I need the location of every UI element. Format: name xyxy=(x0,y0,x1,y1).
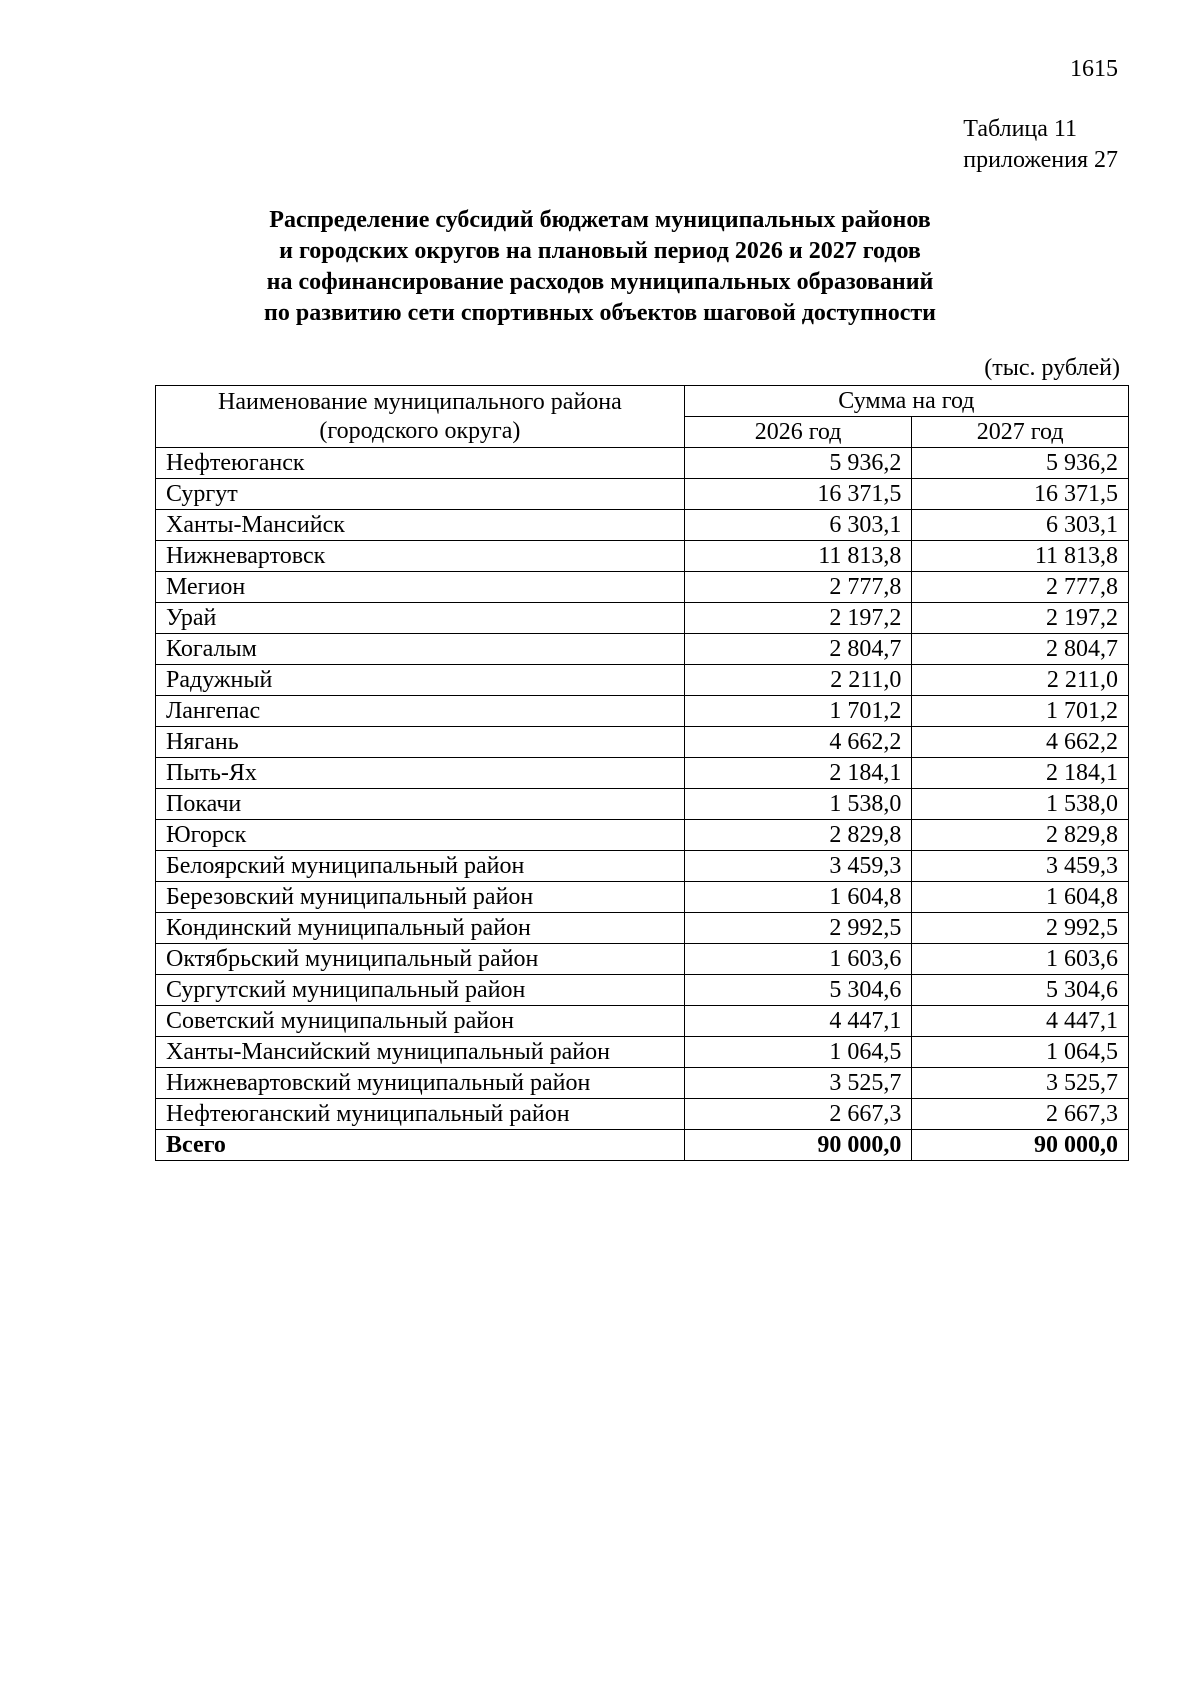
cell-amount-2027: 4 662,2 xyxy=(912,727,1129,758)
total-row xyxy=(156,1130,1129,1161)
table-row xyxy=(156,572,1129,603)
header-name-line1: Наименование муниципального района xyxy=(217,388,622,415)
table-row xyxy=(156,944,1129,975)
cell-amount-2027: 4 447,1 xyxy=(912,1006,1129,1037)
table-row xyxy=(156,882,1129,913)
cell-amount-2026: 2 829,8 xyxy=(684,820,912,851)
table-reference xyxy=(963,114,1118,176)
cell-amount-2026: 2 777,8 xyxy=(684,572,912,603)
header-sum-per-year: Сумма на год xyxy=(684,386,1128,417)
cell-amount-2026: 5 936,2 xyxy=(684,448,912,479)
table-row xyxy=(156,820,1129,851)
header-year-2026: 2026 год xyxy=(684,417,912,448)
cell-amount-2026: 2 992,5 xyxy=(684,913,912,944)
table-row xyxy=(156,634,1129,665)
page-number: 1615 xyxy=(1070,56,1118,82)
table-row xyxy=(156,758,1129,789)
header-year-2027: 2027 год xyxy=(912,417,1129,448)
cell-amount-2026: 1 701,2 xyxy=(684,696,912,727)
table-row xyxy=(156,696,1129,727)
table-header-row xyxy=(156,386,1129,417)
document-title xyxy=(0,205,1200,329)
cell-amount-2026: 5 304,6 xyxy=(684,975,912,1006)
cell-amount-2026: 1 064,5 xyxy=(684,1037,912,1068)
cell-amount-2027: 2 992,5 xyxy=(912,913,1129,944)
cell-municipality-name: Урай xyxy=(156,603,685,634)
cell-amount-2026: 11 813,8 xyxy=(684,541,912,572)
cell-municipality-name: Всего xyxy=(156,1130,685,1161)
cell-amount-2027: 1 701,2 xyxy=(912,696,1129,727)
cell-amount-2027: 6 303,1 xyxy=(912,510,1129,541)
cell-municipality-name: Нижневартовск xyxy=(156,541,685,572)
cell-amount-2027: 1 538,0 xyxy=(912,789,1129,820)
cell-amount-2026: 4 662,2 xyxy=(684,727,912,758)
table-row xyxy=(156,789,1129,820)
table-row xyxy=(156,603,1129,634)
header-municipality xyxy=(156,386,685,448)
cell-amount-2026: 2 211,0 xyxy=(684,665,912,696)
cell-municipality-name: Ханты-Мансийск xyxy=(156,510,685,541)
cell-municipality-name: Ханты-Мансийский муниципальный район xyxy=(156,1037,685,1068)
cell-municipality-name: Когалым xyxy=(156,634,685,665)
cell-amount-2026: 2 804,7 xyxy=(684,634,912,665)
title-line: на софинансирование расходов муниципальных образований xyxy=(266,269,934,295)
table-row xyxy=(156,1006,1129,1037)
cell-amount-2027: 16 371,5 xyxy=(912,479,1129,510)
cell-municipality-name: Нягань xyxy=(156,727,685,758)
cell-amount-2027: 1 604,8 xyxy=(912,882,1129,913)
cell-municipality-name: Сургут xyxy=(156,479,685,510)
cell-municipality-name: Нефтеюганск xyxy=(156,448,685,479)
table-row xyxy=(156,510,1129,541)
cell-municipality-name: Лангепас xyxy=(156,696,685,727)
cell-municipality-name: Радужный xyxy=(156,665,685,696)
cell-amount-2026: 90 000,0 xyxy=(684,1130,912,1161)
cell-municipality-name: Нефтеюганский муниципальный район xyxy=(156,1099,685,1130)
cell-amount-2027: 2 804,7 xyxy=(912,634,1129,665)
cell-municipality-name: Советский муниципальный район xyxy=(156,1006,685,1037)
cell-amount-2027: 2 211,0 xyxy=(912,665,1129,696)
cell-amount-2027: 2 777,8 xyxy=(912,572,1129,603)
table-row xyxy=(156,727,1129,758)
cell-amount-2027: 2 829,8 xyxy=(912,820,1129,851)
cell-amount-2027: 2 184,1 xyxy=(912,758,1129,789)
table-row xyxy=(156,913,1129,944)
table-ref-line2: приложения 27 xyxy=(963,147,1118,173)
table-row xyxy=(156,1068,1129,1099)
cell-amount-2027: 3 525,7 xyxy=(912,1068,1129,1099)
cell-amount-2026: 2 667,3 xyxy=(684,1099,912,1130)
cell-amount-2027: 5 936,2 xyxy=(912,448,1129,479)
table-row xyxy=(156,665,1129,696)
cell-amount-2027: 3 459,3 xyxy=(912,851,1129,882)
header-name-line2: (городского округа) xyxy=(319,417,521,444)
cell-amount-2026: 1 603,6 xyxy=(684,944,912,975)
cell-amount-2026: 6 303,1 xyxy=(684,510,912,541)
cell-municipality-name: Березовский муниципальный район xyxy=(156,882,685,913)
table-row xyxy=(156,479,1129,510)
cell-amount-2027: 90 000,0 xyxy=(912,1130,1129,1161)
cell-amount-2027: 2 667,3 xyxy=(912,1099,1129,1130)
table-ref-line1: Таблица 11 xyxy=(963,116,1078,142)
cell-amount-2026: 2 184,1 xyxy=(684,758,912,789)
subsidy-table xyxy=(155,385,1129,1161)
table-row xyxy=(156,448,1129,479)
cell-amount-2026: 1 604,8 xyxy=(684,882,912,913)
cell-amount-2027: 2 197,2 xyxy=(912,603,1129,634)
title-line: и городских округов на плановый период 2026 и 2027 годов xyxy=(279,238,921,264)
cell-municipality-name: Белоярский муниципальный район xyxy=(156,851,685,882)
cell-municipality-name: Мегион xyxy=(156,572,685,603)
cell-amount-2026: 16 371,5 xyxy=(684,479,912,510)
cell-amount-2026: 3 525,7 xyxy=(684,1068,912,1099)
cell-municipality-name: Нижневартовский муниципальный район xyxy=(156,1068,685,1099)
table-row xyxy=(156,1037,1129,1068)
cell-amount-2027: 11 813,8 xyxy=(912,541,1129,572)
table-row xyxy=(156,541,1129,572)
table-row xyxy=(156,975,1129,1006)
cell-amount-2027: 5 304,6 xyxy=(912,975,1129,1006)
cell-municipality-name: Октябрьский муниципальный район xyxy=(156,944,685,975)
cell-amount-2027: 1 603,6 xyxy=(912,944,1129,975)
title-line: Распределение субсидий бюджетам муниципальных районов xyxy=(269,207,931,233)
cell-amount-2026: 1 538,0 xyxy=(684,789,912,820)
cell-amount-2026: 4 447,1 xyxy=(684,1006,912,1037)
cell-municipality-name: Пыть-Ях xyxy=(156,758,685,789)
table-body xyxy=(156,448,1129,1161)
cell-amount-2026: 2 197,2 xyxy=(684,603,912,634)
table-row xyxy=(156,1099,1129,1130)
cell-amount-2026: 3 459,3 xyxy=(684,851,912,882)
table-row xyxy=(156,851,1129,882)
units-label: (тыс. рублей) xyxy=(984,355,1120,381)
title-line: по развитию сети спортивных объектов шаговой доступности xyxy=(264,300,936,326)
cell-municipality-name: Покачи xyxy=(156,789,685,820)
cell-municipality-name: Кондинский муниципальный район xyxy=(156,913,685,944)
cell-municipality-name: Сургутский муниципальный район xyxy=(156,975,685,1006)
cell-municipality-name: Югорск xyxy=(156,820,685,851)
cell-amount-2027: 1 064,5 xyxy=(912,1037,1129,1068)
